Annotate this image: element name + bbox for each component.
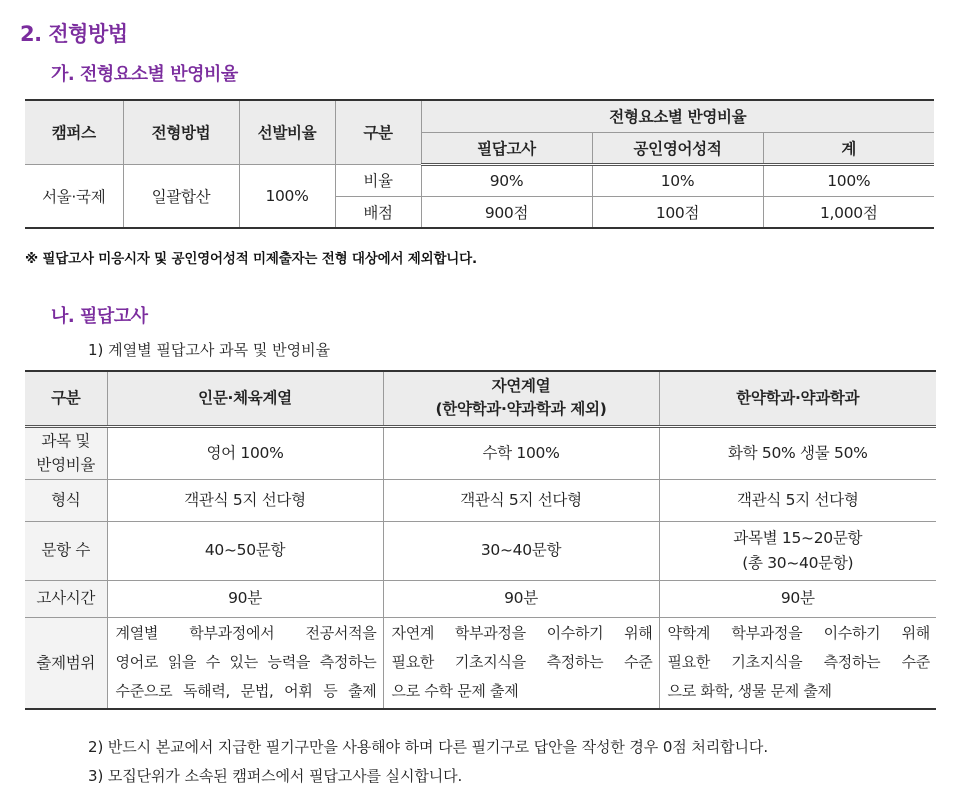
row-label-count: 문항 수 [25, 521, 107, 580]
cell-row-label: 배점 [335, 196, 421, 228]
cell-total: 1,000점 [763, 196, 934, 228]
cell-pharmacy: 90분 [659, 580, 936, 617]
header-ratio: 선발비율 [239, 100, 335, 164]
scope-line: 약학계 학부과정을 이수하기 위해 [667, 624, 930, 643]
cell-written: 900점 [421, 196, 592, 228]
scope-line: 계열별 학부과정에서 전공서적을 [115, 624, 377, 643]
table-row [25, 479, 936, 521]
cell-pharmacy [659, 617, 936, 709]
table-row [25, 164, 934, 196]
exclusion-note: ※ 필답고사 미응시자 및 공인영어성적 미제출자는 전형 대상에서 제외합니다. [25, 251, 477, 267]
footnote-3: 3) 모집단위가 소속된 캠퍼스에서 필답고사를 실시합니다. [88, 767, 463, 785]
scope-line: 필요한 기초지식을 측정하는 수준 [391, 653, 653, 672]
scope-line: 수준으로 독해력, 문법, 어휘 등 출제 [115, 682, 377, 701]
cell-total: 100% [763, 164, 934, 196]
header-campus: 캠퍼스 [25, 100, 123, 164]
cell-row-label: 비율 [335, 164, 421, 196]
row-label-scope: 출제범위 [25, 617, 107, 709]
header-natural-line1: 자연계열 [491, 377, 551, 395]
scope-line: 필요한 기초지식을 측정하는 수준 [667, 653, 930, 672]
exam-table [25, 370, 936, 710]
header-total: 계 [763, 132, 934, 164]
cell-humanities: 90분 [107, 580, 383, 617]
row-label-time: 고사시간 [25, 580, 107, 617]
section-heading: 2. 전형방법 [20, 22, 128, 46]
scope-line: 영어로 읽을 수 있는 능력을 측정하는 [115, 653, 377, 672]
scope-line: 으로 수학 문제 출제 [391, 682, 519, 701]
header-natural [383, 371, 659, 426]
cell-natural [383, 617, 659, 709]
cell-natural: 객관식 5지 선다형 [383, 479, 659, 521]
table-row [25, 617, 936, 709]
cell-pharmacy: 화학 50% 생물 50% [659, 426, 936, 479]
header-category: 구분 [25, 371, 107, 426]
cell-english: 100점 [592, 196, 763, 228]
row-label-subjects [25, 426, 107, 479]
cell-written: 90% [421, 164, 592, 196]
header-written: 필답고사 [421, 132, 592, 164]
cell-humanities: 영어 100% [107, 426, 383, 479]
cell-method: 일괄합산 [123, 164, 239, 228]
scope-line: 으로 화학, 생물 문제 출제 [667, 682, 832, 701]
header-category: 구분 [335, 100, 421, 164]
cell-humanities: 40~50문항 [107, 521, 383, 580]
scope-line: 자연계 학부과정을 이수하기 위해 [391, 624, 653, 643]
header-natural-line2: (한약학과·약과학과 제외) [435, 400, 607, 419]
footnote-2: 2) 반드시 본교에서 지급한 필기구만을 사용해야 하며 다른 필기구로 답안을 작성한 경우 0점 처리합니다. [88, 738, 768, 756]
header-english: 공인영어성적 [592, 132, 763, 164]
header-humanities: 인문·체육계열 [107, 371, 383, 426]
count-line1: 과목별 15~20문항 [733, 529, 863, 548]
count-line2: (총 30~40문항) [742, 553, 854, 572]
row-label-format: 형식 [25, 479, 107, 521]
subsection-title-a: 가. 전형요소별 반영비율 [51, 64, 238, 85]
cell-humanities: 객관식 5지 선다형 [107, 479, 383, 521]
table-row [25, 521, 936, 580]
header-group: 전형요소별 반영비율 [421, 100, 934, 132]
table-row [25, 580, 936, 617]
cell-pharmacy [659, 521, 936, 580]
row-label-line1: 과목 및 [41, 431, 91, 450]
table-row [25, 426, 936, 479]
subsection-title-b: 나. 필답고사 [51, 306, 148, 327]
row-label-line2: 반영비율 [36, 456, 96, 474]
cell-natural: 90분 [383, 580, 659, 617]
header-pharmacy: 한약학과·약과학과 [659, 371, 936, 426]
subsection-subtitle: 1) 계열별 필답고사 과목 및 반영비율 [88, 341, 331, 359]
ratio-table [25, 99, 934, 229]
cell-humanities [107, 617, 383, 709]
header-method: 전형방법 [123, 100, 239, 164]
cell-natural: 30~40문항 [383, 521, 659, 580]
cell-pharmacy: 객관식 5지 선다형 [659, 479, 936, 521]
cell-campus: 서울·국제 [25, 164, 123, 228]
cell-ratio: 100% [239, 164, 335, 228]
cell-natural: 수학 100% [383, 426, 659, 479]
cell-english: 10% [592, 164, 763, 196]
